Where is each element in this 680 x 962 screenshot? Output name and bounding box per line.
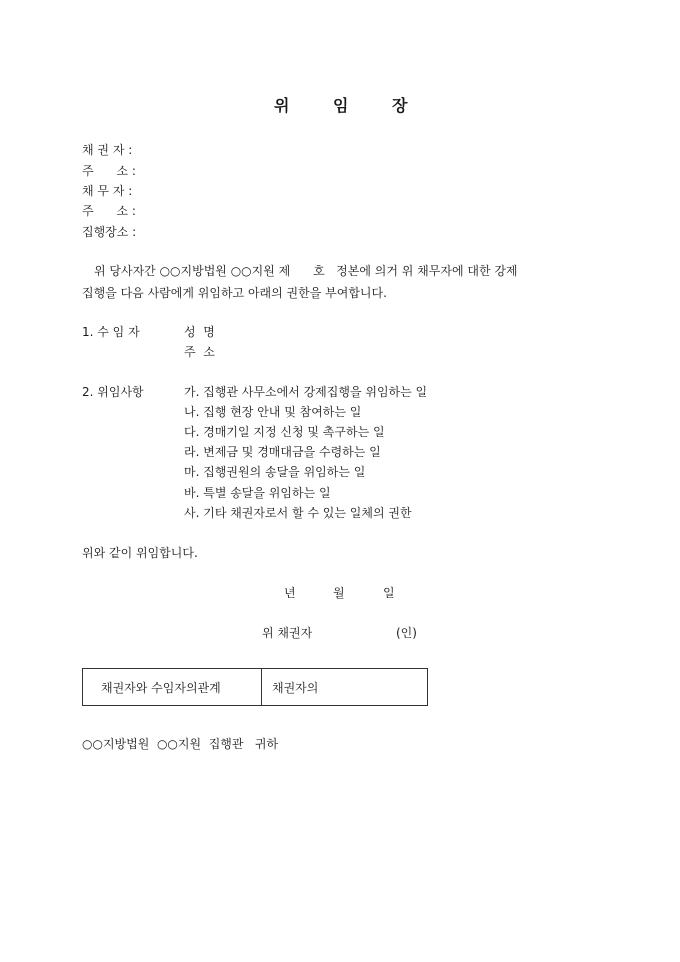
- creditor-label: 채 권 자 :: [82, 143, 133, 157]
- body-line-2: 집행을 다음 사람에게 위임하고 아래의 권한을 부여합니다.: [82, 286, 387, 300]
- body-line-1: 위 당사자간 ○○지방법원 ○○지원 제 호 정본에 의거 위 채무자에 대한 강제: [94, 264, 518, 278]
- mandate-item: 사. 기타 채권자로서 할 수 있는 일체의 권한: [184, 506, 412, 520]
- relation-row: [83, 669, 428, 706]
- mandate-label: 2. 위임사항: [82, 385, 144, 399]
- relation-value-cell: 채권자의: [262, 669, 428, 706]
- closing-sentence: 위와 같이 위임합니다.: [82, 546, 198, 560]
- title-char-3: 장: [392, 96, 408, 115]
- debtor-label: 채 무 자 :: [82, 184, 133, 198]
- date-day: 일: [383, 586, 395, 600]
- delegate-label: 1. 수 임 자: [82, 325, 140, 339]
- title-char-1: 위: [274, 96, 290, 115]
- creditor-address-label: 주 소 :: [82, 164, 136, 178]
- mandate-item: 마. 집행권원의 송달을 위임하는 일: [184, 465, 366, 479]
- delegate-address-label: 주 소: [184, 345, 215, 359]
- mandate-item: 바. 특별 송달을 위임하는 일: [184, 486, 331, 500]
- date-year: 년: [284, 586, 296, 600]
- debtor-address-label: 주 소 :: [82, 204, 136, 218]
- date-month: 월: [333, 586, 345, 600]
- addressee: ○○지방법원 ○○지원 집행관 귀하: [82, 737, 279, 751]
- signature-label: 위 채권자: [262, 626, 313, 640]
- relation-table: [82, 668, 428, 706]
- seal-mark: (인): [396, 626, 417, 640]
- relation-header-cell: 채권자와 수임자의관계: [83, 669, 262, 706]
- mandate-item: 가. 집행관 사무소에서 강제집행을 위임하는 일: [184, 385, 428, 399]
- mandate-item: 라. 변제금 및 경매대금을 수령하는 일: [184, 445, 381, 459]
- title-char-2: 임: [333, 96, 349, 115]
- mandate-item: 다. 경매기일 지정 신청 및 촉구하는 일: [184, 425, 385, 439]
- mandate-item: 나. 집행 현장 안내 및 참여하는 일: [184, 405, 362, 419]
- execution-place-label: 집행장소 :: [82, 225, 137, 239]
- delegate-name-label: 성 명: [184, 325, 215, 339]
